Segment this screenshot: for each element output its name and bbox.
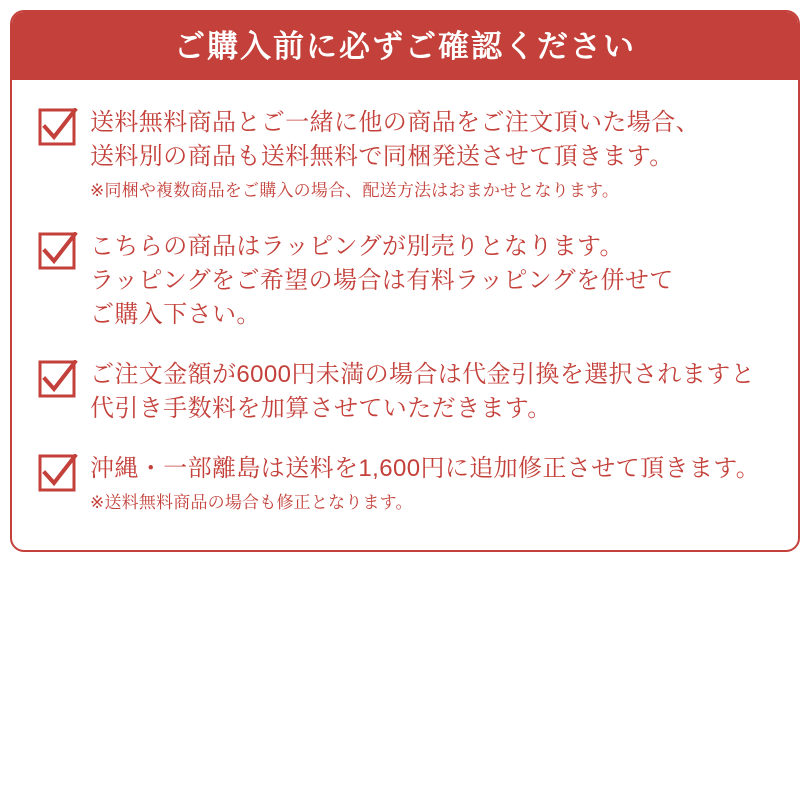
list-item	[38, 230, 772, 332]
list-item-line: 送料無料商品とご一緒に他の商品をご注文頂いた場合、	[90, 109, 700, 136]
list-item-content	[90, 230, 772, 332]
notice-card	[10, 10, 800, 552]
check-mark-icon	[38, 454, 78, 494]
list-item-line: ラッピングをご希望の場合は有料ラッピングを併せて	[90, 266, 674, 294]
list-item-line: こちらの商品はラッピングが別売りとなります。	[90, 232, 624, 260]
notice-list	[12, 80, 798, 550]
list-item	[38, 452, 772, 516]
check-mark-icon	[38, 108, 78, 148]
list-item-line: 沖縄・一部離島は送料を1,600円に追加修正させて頂きます。	[90, 455, 761, 483]
check-mark-icon	[38, 232, 78, 272]
list-item-line: ご注文金額が6000円未満の場合は代金引換を選択されますと	[90, 360, 755, 388]
list-item-line: 送料別の商品も送料無料で同梱発送させて頂きます。	[90, 143, 674, 171]
list-item	[38, 358, 772, 426]
page-title: ご購入前に必ずご確認ください	[174, 28, 636, 64]
list-item-content	[90, 358, 772, 426]
notice-header	[12, 12, 798, 80]
list-item	[38, 106, 772, 204]
list-item-line: ご購入下さい。	[90, 300, 261, 328]
check-mark-icon	[38, 360, 78, 400]
list-item-content	[90, 106, 772, 204]
list-item-note: ※同梱や複数商品をご購入の場合、配送方法はおまかせとなります。	[90, 181, 620, 201]
list-item-note: ※送料無料商品の場合も修正となります。	[90, 493, 413, 513]
list-item-content	[90, 452, 772, 516]
list-item-line: 代引き手数料を加算させていただきます。	[90, 394, 552, 422]
